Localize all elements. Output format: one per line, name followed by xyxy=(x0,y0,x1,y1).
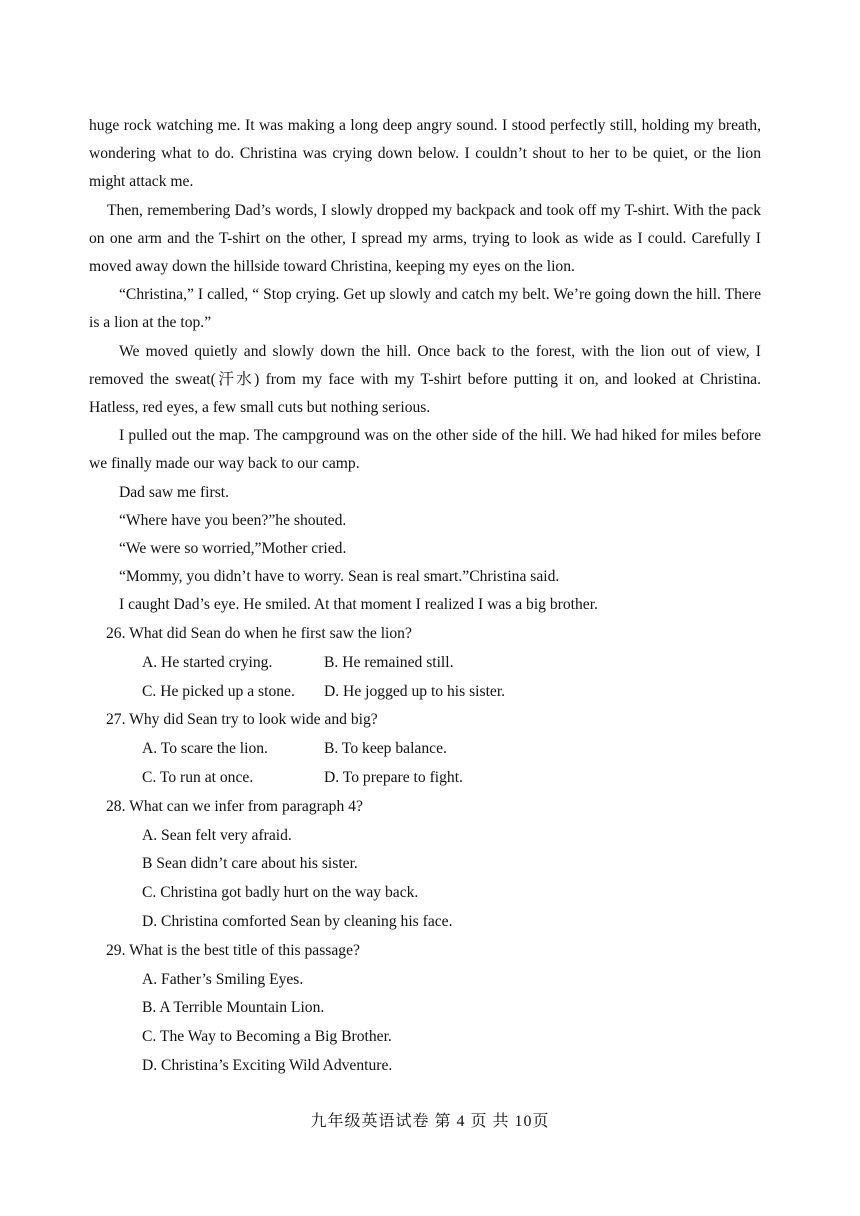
option-c: C. To run at once. xyxy=(142,768,254,786)
passage-paragraph: I caught Dad’s eye. He smiled. At that moment I realized I was a big brother. xyxy=(119,596,598,614)
passage-paragraph: Dad saw me first. xyxy=(119,483,229,501)
option-b: B. A Terrible Mountain Lion. xyxy=(142,999,325,1017)
passage-paragraph: “Where have you been?”he shouted. xyxy=(119,511,347,529)
question-stem: 26. What did Sean do when he first saw the lion? xyxy=(106,625,412,642)
option-d: D. Christina’s Exciting Wild Adventure. xyxy=(142,1056,393,1074)
question-28 xyxy=(106,793,766,937)
option-a: A. He started crying. xyxy=(142,653,273,671)
option-a: A. To scare the lion. xyxy=(142,740,268,758)
option-b: B Sean didn’t care about his sister. xyxy=(142,855,358,873)
option-c: C. He picked up a stone. xyxy=(142,682,295,700)
passage-paragraph: “Christina,” I called, “ Stop crying. Get up slowly and catch my belt. We’re going down the hill. There is a lion at the top.” xyxy=(89,286,761,332)
passage-paragraph: I pulled out the map. The campground was on the other side of the hill. We had hiked for miles before we finally made our way back to our camp. xyxy=(89,427,761,473)
options-row xyxy=(142,678,766,707)
passage-paragraph: “Mommy, you didn’t have to worry. Sean is real smart.”Christina said. xyxy=(119,568,560,586)
passage-paragraph: huge rock watching me. It was making a long deep angry sound. I stood perfectly still, holding my breath, wondering what to do. Christina was crying down below. I couldn’t shout to her to be quiet, or the lion might attack me. xyxy=(89,117,761,191)
passage-paragraph: “We were so worried,”Mother cried. xyxy=(119,540,347,558)
question-stem: 28. What can we infer from paragraph 4? xyxy=(106,797,363,815)
question-stem: 27. Why did Sean try to look wide and big? xyxy=(106,711,378,729)
options-row xyxy=(142,764,766,793)
option-c: C. Christina got badly hurt on the way back. xyxy=(142,884,419,902)
question-stem: 29. What is the best title of this passage? xyxy=(106,941,360,959)
question-list xyxy=(106,620,766,1081)
options-row xyxy=(142,649,766,678)
passage-paragraph: We moved quietly and slowly down the hill. Once back to the forest, with the lion out of view, I removed the sweat(汗水) from my face with my T-shirt before putting it on, and looked at Christina. Hatless, red eyes, a few small cuts but nothing serious. xyxy=(89,342,761,417)
option-b: B. To keep balance. xyxy=(324,740,447,758)
option-d: D. Christina comforted Sean by cleaning his face. xyxy=(142,912,453,930)
reading-passage xyxy=(89,112,761,620)
option-d: D. To prepare to fight. xyxy=(324,768,463,786)
page-footer: 九年级英语试卷 第 4 页 共 10页 xyxy=(310,1113,550,1130)
option-a: A. Sean felt very afraid. xyxy=(142,826,292,844)
question-27 xyxy=(106,706,766,792)
options-row xyxy=(142,735,766,764)
option-c: C. The Way to Becoming a Big Brother. xyxy=(142,1028,392,1046)
question-29 xyxy=(106,937,766,1081)
passage-paragraph: Then, remembering Dad’s words, I slowly dropped my backpack and took off my T-shirt. With the pack on one arm and the T-shirt on the other, I spread my arms, trying to look as wide as I could. Carefully I moved away down the hillside toward Christina, keeping my eyes on the lion. xyxy=(89,201,761,276)
option-a: A. Father’s Smiling Eyes. xyxy=(142,970,304,988)
question-26 xyxy=(106,620,766,706)
option-b: B. He remained still. xyxy=(324,653,454,671)
option-d: D. He jogged up to his sister. xyxy=(324,682,506,700)
